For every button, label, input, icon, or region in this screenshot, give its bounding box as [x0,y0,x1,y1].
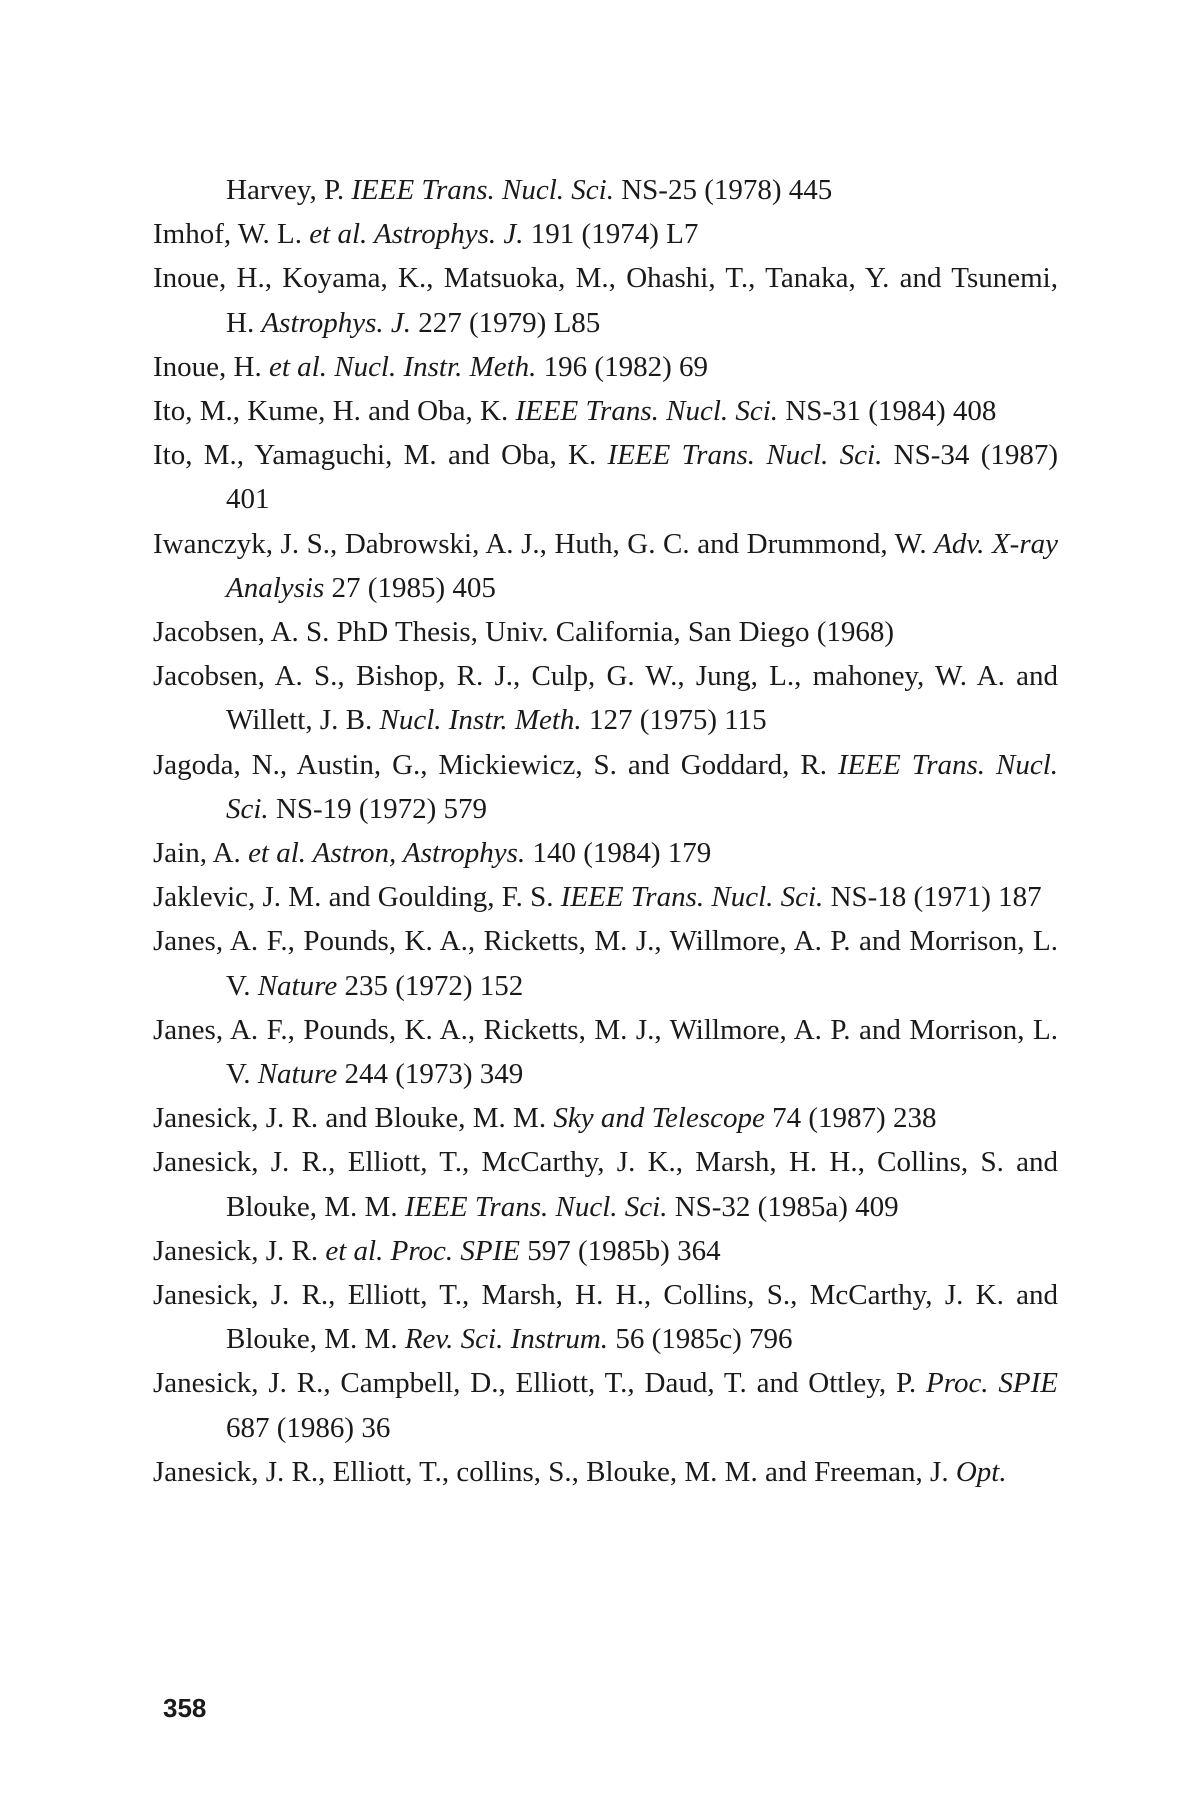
reference-source-italic: Sky and Telescope [553,1102,765,1135]
reference-text: 597 (1985b) 364 [520,1234,721,1267]
reference-text: NS-18 (1971) 187 [823,881,1042,914]
reference-text: 74 (1987) 238 [764,1102,937,1135]
reference-text: Ito, M., Yamaguchi, M. and Oba, K. [153,439,608,472]
reference-source-italic: IEEE Trans. Nucl. Sci. [515,395,779,428]
reference-entry [153,1096,1058,1140]
reference-text: NS-32 (1985a) 409 [667,1190,899,1223]
reference-entry [153,1008,1058,1096]
reference-text: Harvey, P. [226,174,352,206]
reference-text: Jacobsen, A. S., Bishop, R. J., Culp, G. W., Jung, L., mahoney, W. A. and Willett, J. B. [153,660,1058,737]
reference-entry [153,1140,1058,1228]
reference-text: 235 (1972) 152 [337,969,524,1002]
reference-text: Iwanczyk, J. S., Dabrowski, A. J., Huth, G. C. and Drummond, W. [153,527,935,560]
reference-entry [153,522,1058,610]
reference-entry [153,433,1058,521]
reference-source-italic: et al. Astron, Astrophys. [248,837,526,870]
reference-text: 27 (1985) 405 [324,571,496,604]
reference-text: Jain, A. [153,837,249,870]
reference-text: NS-25 (1978) 445 [613,174,833,206]
reference-source-italic: et al. Nucl. Instr. Meth. [268,350,537,383]
reference-text: Ito, M., Kume, H. and Oba, K. [153,395,516,428]
reference-entry [153,919,1058,1007]
reference-text: Jaklevic, J. M. and Goulding, F. S. [153,881,561,914]
reference-source-italic: Opt. [955,1455,1007,1488]
reference-source-italic: Nature [257,1058,338,1091]
reference-text: Janesick, J. R., Elliott, T., Marsh, H. H., Collins, S., McCarthy, J. K. and Blouke, M. M. [153,1279,1058,1356]
reference-text: Janes, A. F., Pounds, K. A., Ricketts, M. J., Willmore, A. P. and Morrison, L. V. [153,1013,1058,1091]
reference-text: 191 (1974) L7 [523,218,699,251]
reference-text: Janesick, J. R. [153,1234,326,1267]
reference-text: Janesick, J. R. and Blouke, M. M. [153,1102,554,1135]
reference-entry [153,1450,1058,1494]
reference-text: NS-19 (1972) 579 [268,792,487,825]
reference-source-italic: IEEE Trans. Nucl. Sci. [560,881,824,914]
page-number: 358 [163,1693,207,1723]
reference-text: 244 (1973) 349 [337,1058,524,1091]
reference-entry [153,875,1058,919]
reference-entry [153,345,1058,389]
reference-entry [153,1229,1058,1273]
reference-source-italic: Nature [257,969,338,1002]
reference-text: 196 (1982) 69 [536,350,708,383]
reference-text: Jacobsen, A. S. PhD Thesis, Univ. California, San Diego (1968) [153,616,895,649]
reference-entry [153,654,1058,742]
reference-entry [153,256,1058,344]
reference-text: NS-31 (1984) 408 [778,395,997,428]
reference-text: Janesick, J. R., Elliott, T., collins, S., Blouke, M. M. and Freeman, J. [153,1455,956,1488]
reference-source-italic: et al. Astrophys. J. [309,218,524,251]
reference-entry [153,831,1058,875]
reference-text: Janesick, J. R., Elliott, T., McCarthy, J. K., Marsh, H. H., Collins, S. and Blouke, M. M. [153,1146,1058,1223]
reference-source-italic: IEEE Trans. Nucl. Sci. [404,1190,668,1223]
reference-source-italic: Adv. X-ray Analysis [226,527,1058,604]
reference-text: Inoue, H., Koyama, K., Matsuoka, M., Ohashi, T., Tanaka, Y. and Tsunemi, H. [153,262,1058,339]
reference-text: Inoue, H. [153,350,269,383]
reference-text: 56 (1985c) 796 [608,1323,793,1356]
reference-entry [153,389,1058,433]
reference-entry [153,168,1058,212]
reference-entry [153,1361,1058,1449]
reference-text: Jagoda, N., Austin, G., Mickiewicz, S. and Goddard, R. [153,748,838,781]
reference-text: 227 (1979) L85 [411,306,601,339]
reference-entry [153,743,1058,831]
reference-source-italic: IEEE Trans. Nucl. Sci. [351,174,614,206]
reference-source-italic: Proc. SPIE [926,1367,1058,1400]
reference-text: NS-34 (1987) 401 [226,439,1059,516]
reference-source-italic: IEEE Trans. Nucl. Sci. [607,439,883,472]
reference-entry [153,212,1058,256]
reference-list [153,168,1058,1494]
reference-text: Janes, A. F., Pounds, K. A., Ricketts, M. J., Willmore, A. P. and Morrison, L. V. [153,925,1058,1002]
reference-text: 687 (1986) 36 [226,1411,391,1444]
reference-entry [153,1273,1058,1361]
reference-text: 140 (1984) 179 [525,837,712,870]
reference-entry [153,610,1058,654]
reference-text: Janesick, J. R., Campbell, D., Elliott, T., Daud, T. and Ottley, P. [153,1367,927,1400]
reference-source-italic: Rev. Sci. Instrum. [404,1323,609,1356]
reference-text: Imhof, W. L. [153,218,310,251]
reference-source-italic: IEEE Trans. Nucl. Sci. [226,748,1059,825]
reference-source-italic: Nucl. Instr. Meth. [379,704,582,737]
reference-source-italic: Astrophys. J. [261,306,411,339]
reference-source-italic: et al. Proc. SPIE [325,1234,520,1267]
reference-text: 127 (1975) 115 [581,704,767,737]
